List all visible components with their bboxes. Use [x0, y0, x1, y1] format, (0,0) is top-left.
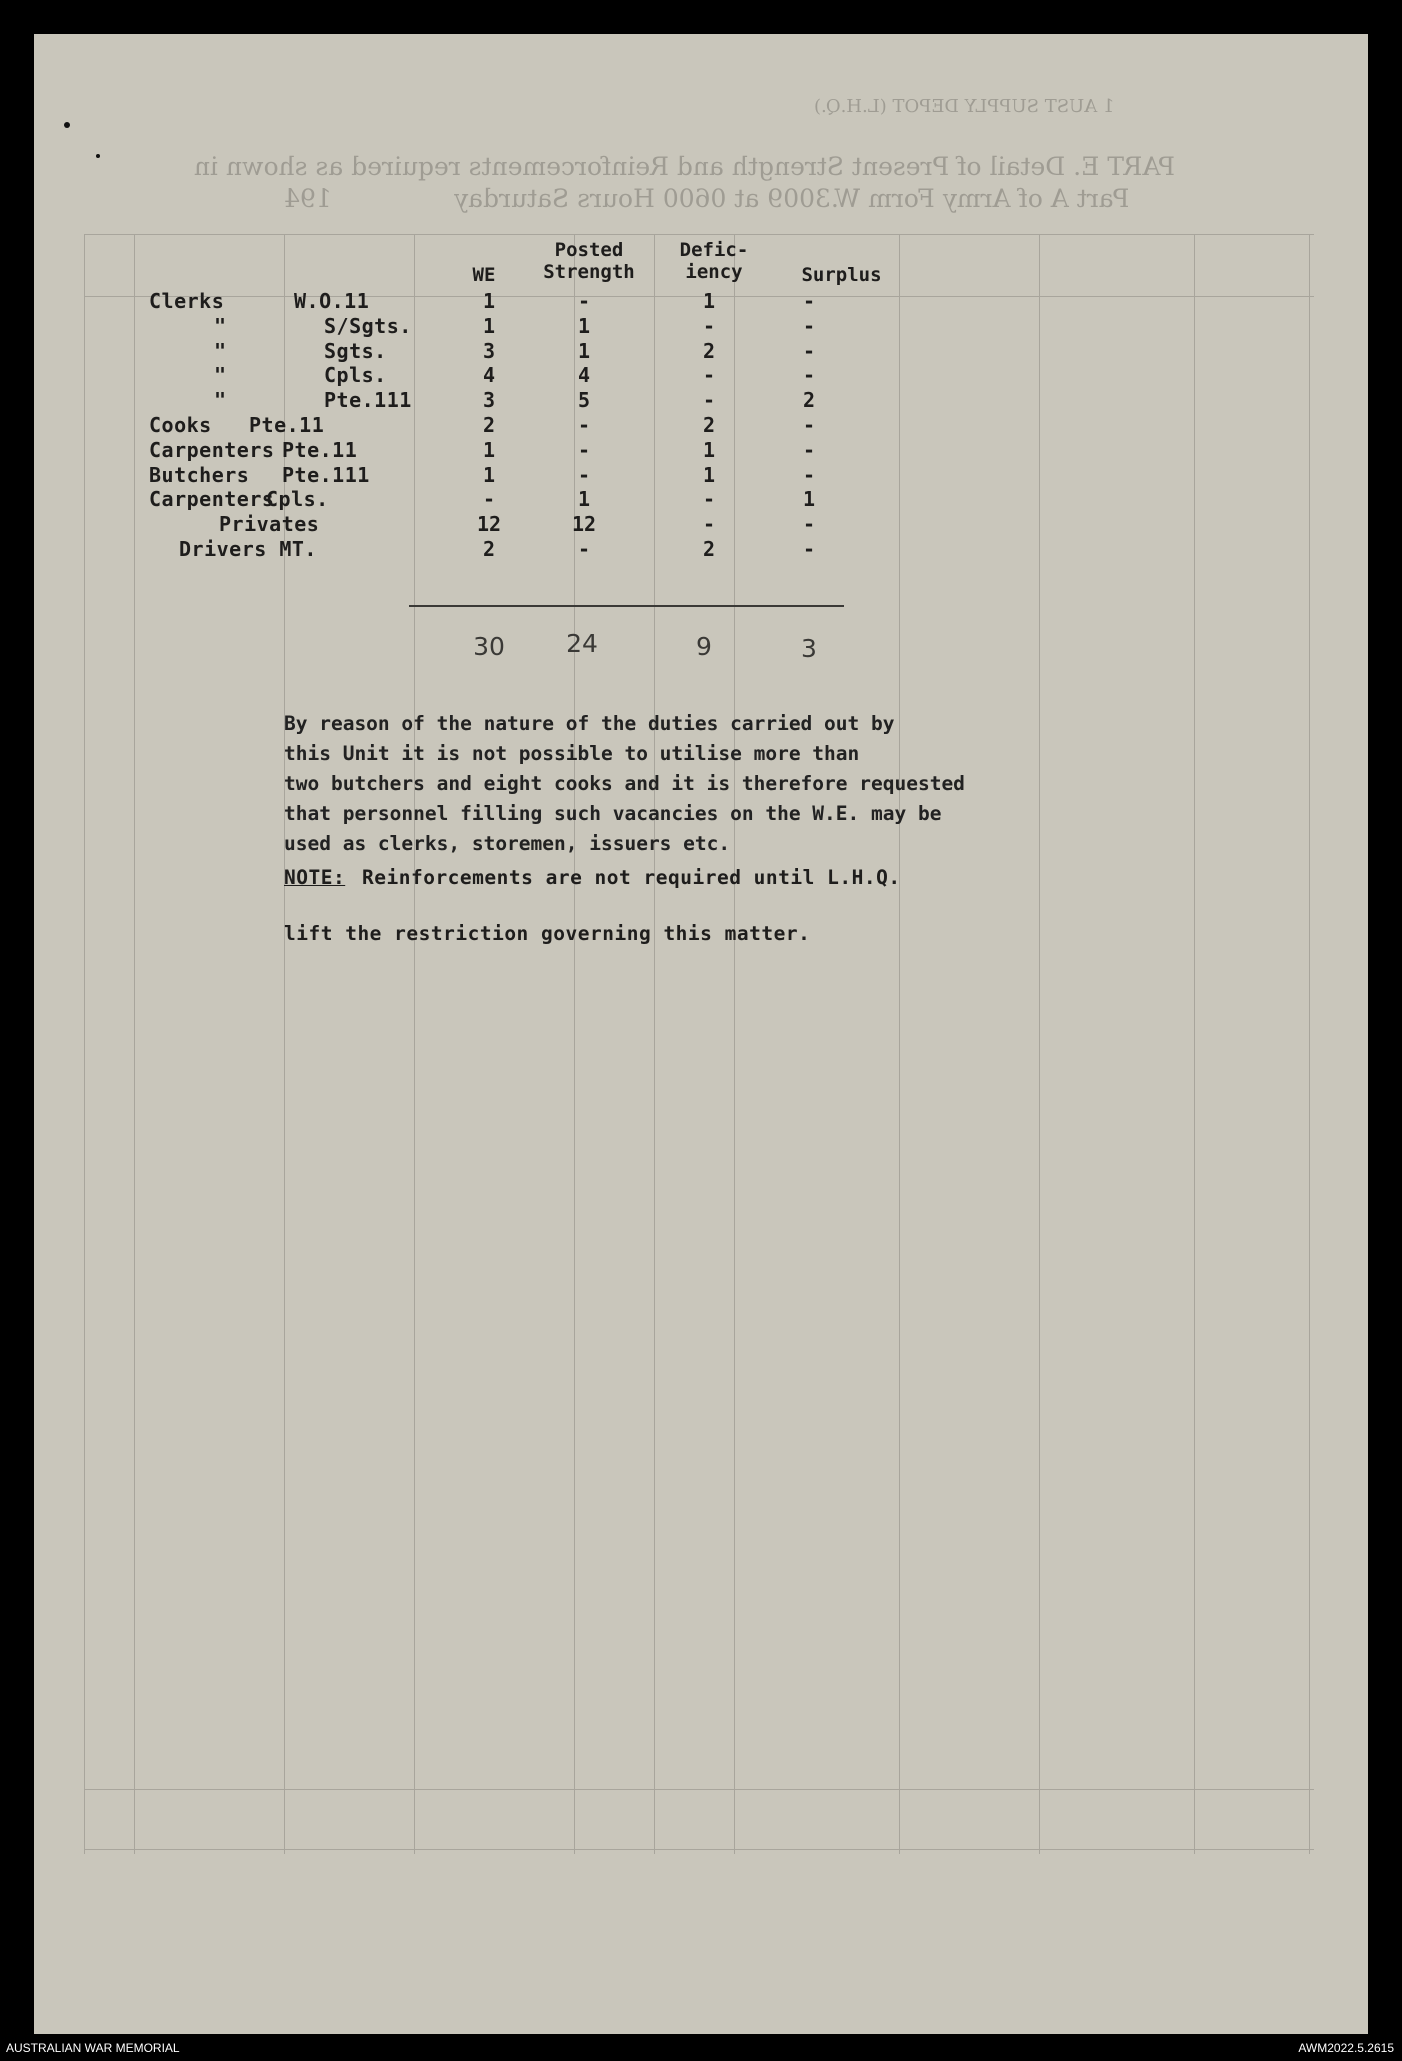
row-posted: 1 [577, 313, 591, 338]
row-trade: Carpenters [149, 487, 275, 512]
row-deficiency: - [702, 512, 716, 537]
row-deficiency: 2 [702, 537, 716, 561]
note-text: Reinforcements are not required until L.H.Q. [362, 866, 901, 889]
row-posted: 1 [577, 487, 591, 512]
form-rule [84, 234, 1314, 235]
row-posted: 1 [577, 338, 591, 363]
row-surplus: - [802, 338, 816, 363]
archive-caption-right: AWM2022.5.2615 [1298, 2041, 1394, 2055]
row-posted: - [577, 437, 591, 462]
note-label: NOTE: [284, 866, 346, 889]
form-col [1309, 234, 1310, 1854]
row-trade: " [214, 388, 227, 413]
row-we: 12 [476, 512, 502, 537]
totals-rule [409, 605, 844, 607]
row-trade: Cooks [149, 413, 212, 437]
header-we: WE [472, 264, 496, 286]
row-rank: Pte.111 [282, 462, 370, 487]
row-trade: Privates [219, 512, 320, 537]
total-posted: 24 [566, 629, 598, 658]
header-surplus: Surplus [801, 264, 882, 286]
form-col [899, 234, 900, 1854]
row-deficiency: - [702, 388, 716, 413]
form-col [654, 234, 655, 1854]
row-we: 1 [482, 437, 496, 462]
row-rank: Sgts. [324, 338, 387, 363]
explanation-paragraph: By reason of the nature of the duties carried out by this Unit it is not possible to utilise more than two butchers and eight cooks and it is therefore requested that personnel filling such vacancies on the W.E. may be used as clerks, storemen, issuers etc. [284, 712, 965, 855]
row-deficiency: 2 [702, 413, 716, 437]
row-rank: Pte.111 [324, 388, 412, 413]
row-deficiency: - [702, 363, 716, 388]
row-we: 1 [482, 462, 496, 487]
row-rank: Pte.11 [282, 437, 358, 462]
row-deficiency: 1 [702, 437, 716, 462]
row-posted: - [577, 413, 591, 437]
form-col [134, 234, 135, 1854]
form-col [1194, 234, 1195, 1854]
note-text-continued: lift the restriction governing this matter. [284, 922, 811, 945]
row-surplus: 1 [802, 487, 816, 512]
form-unit-line: 1 AUST SUPPLY DEPOT (L.H.Q.) [814, 96, 1115, 117]
row-deficiency: 1 [702, 462, 716, 487]
row-trade: Butchers [149, 462, 250, 487]
form-col [414, 234, 415, 1854]
row-surplus: - [802, 437, 816, 462]
row-surplus: - [802, 363, 816, 388]
ink-spot [96, 154, 100, 158]
row-posted: 4 [577, 363, 591, 388]
total-deficiency: 9 [696, 632, 712, 661]
row-surplus: - [802, 537, 816, 561]
row-surplus: - [802, 289, 816, 313]
header-posted-strength: Posted Strength [543, 239, 635, 283]
form-rule [84, 1849, 1314, 1850]
row-we: 2 [482, 413, 496, 437]
row-rank: Cpls. [324, 363, 387, 388]
row-posted: - [577, 462, 591, 487]
form-col [84, 234, 85, 1854]
row-posted: 5 [577, 388, 591, 413]
row-surplus: - [802, 413, 816, 437]
total-we: 30 [473, 632, 505, 661]
row-trade: Carpenters [149, 437, 275, 462]
form-year: 194 [284, 184, 332, 213]
ink-spot [64, 122, 70, 128]
header-deficiency: Defic- iency [679, 239, 749, 283]
form-rule [84, 1789, 1314, 1790]
row-rank: W.O.11 [294, 289, 370, 313]
row-we: 3 [482, 388, 496, 413]
document-page [34, 34, 1368, 2034]
row-we: 3 [482, 338, 496, 363]
row-surplus: 2 [802, 388, 816, 413]
row-we: - [482, 487, 496, 512]
form-part-line-1: PART E. Detail of Present Strength and Reinforcements required as shown in [194, 152, 1176, 181]
row-we: 1 [482, 313, 496, 338]
row-trade: " [214, 338, 227, 363]
row-deficiency: 2 [702, 338, 716, 363]
row-we: 1 [482, 289, 496, 313]
row-trade: Clerks [149, 289, 225, 313]
row-posted: 12 [571, 512, 597, 537]
row-trade: " [214, 363, 227, 388]
row-we: 4 [482, 363, 496, 388]
row-rank: S/Sgts. [324, 313, 412, 338]
form-col [1039, 234, 1040, 1854]
row-posted: - [577, 289, 591, 313]
row-surplus: - [802, 462, 816, 487]
row-posted: - [577, 537, 591, 561]
row-rank: Cpls. [266, 487, 329, 512]
row-we: 2 [482, 537, 496, 561]
row-rank: Pte.11 [249, 413, 325, 437]
row-trade: Drivers MT. [179, 537, 317, 561]
row-trade: " [214, 313, 227, 338]
total-surplus: 3 [801, 634, 817, 663]
row-deficiency: - [702, 313, 716, 338]
row-surplus: - [802, 512, 816, 537]
archive-caption-left: AUSTRALIAN WAR MEMORIAL [6, 2041, 180, 2055]
row-deficiency: 1 [702, 289, 716, 313]
row-surplus: - [802, 313, 816, 338]
row-deficiency: - [702, 487, 716, 512]
form-part-line-2: Part A of Army Form W.3009 at 0600 Hours Saturday [454, 184, 1130, 213]
